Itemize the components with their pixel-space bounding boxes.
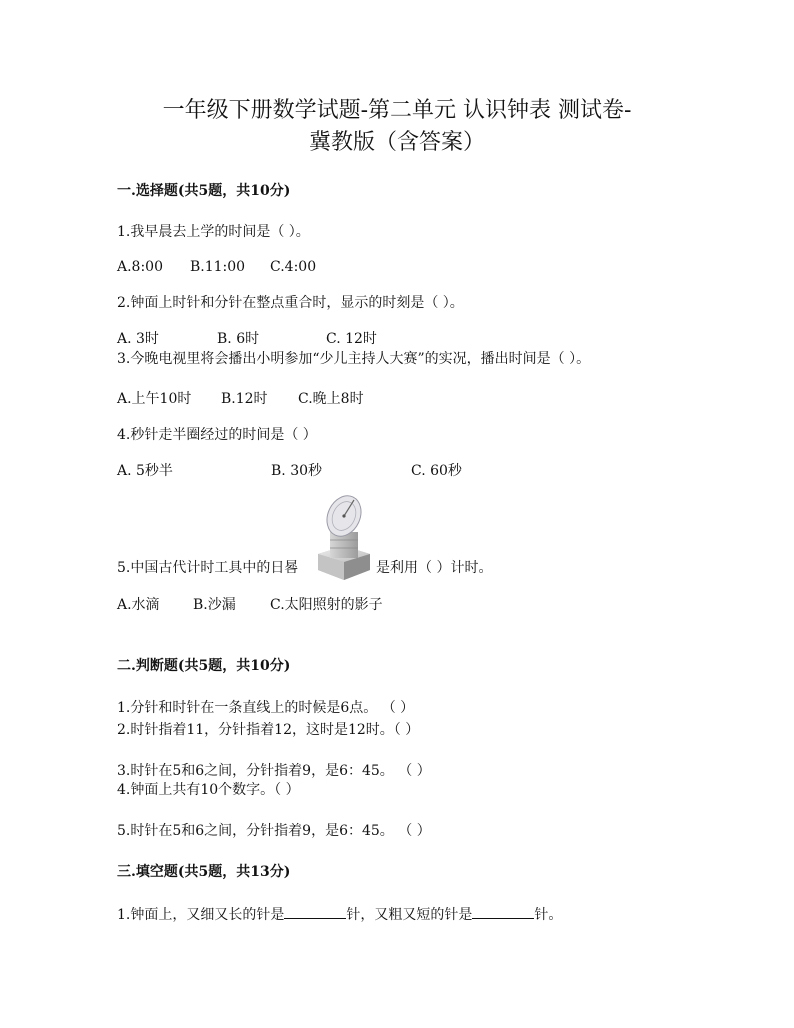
option-a: A.上午10时 [117,391,192,407]
section-heading-choice: 一.选择题(共5题，共10分) [117,183,291,199]
fill-question-1 [117,904,562,924]
section-heading-judge: 二.判断题(共5题，共10分) [117,658,291,674]
page-title-line2: 冀教版（含答案） [308,130,485,155]
judge-question-3: 3.时针在5和6之间，分针指着9，是6：45。 （ ） [117,763,431,779]
choice-options-4 [117,460,462,480]
option-c: C. 12时 [326,331,377,347]
choice-options-1 [117,259,316,275]
choice-question-1: 1.我早晨去上学的时间是（ ）。 [117,224,310,240]
option-a: A.8:00 [117,259,163,275]
choice-question-2: 2.钟面上时针和分针在整点重合时，显示的时刻是（ ）。 [117,295,464,311]
section-heading-fill: 三.填空题(共5题，共13分) [117,864,291,880]
choice-question-5-after: 是利用（ ）计时。 [376,560,493,576]
option-c: C. 60秒 [411,463,462,479]
choice-question-3: 3.今晚电视里将会播出小明参加“少儿主持人大赛”的实况，播出时间是（ ）。 [117,351,591,367]
option-a: A. 3时 [117,331,159,347]
option-b: B.沙漏 [193,597,236,613]
judge-question-4: 4.钟面上共有10个数字。（ ） [117,782,300,798]
fill-text-2: 针，又粗又短的针是 [346,907,473,923]
fill-text-3: 针。 [534,907,563,923]
choice-options-2 [117,328,377,348]
fill-text-1: 1.钟面上，又细又长的针是 [117,907,285,923]
answer-blank-1[interactable] [284,904,346,919]
page-title-line1: 一年级下册数学试题-第二单元 认识钟表 测试卷- [162,98,632,123]
option-b: B.12时 [221,391,268,407]
choice-options-3 [117,388,364,408]
option-b: B. 6时 [217,331,260,347]
option-a: A. 5秒半 [117,463,173,479]
choice-question-4: 4.秒针走半圈经过的时间是（ ） [117,427,317,443]
choice-question-5-before: 5.中国古代计时工具中的日晷 [117,560,299,576]
option-c: C.4:00 [270,259,317,275]
option-c: C.太阳照射的影子 [270,597,383,613]
judge-question-2: 2.时针指着11，分针指着12，这时是12时。（ ） [117,722,420,738]
answer-blank-2[interactable] [472,904,534,919]
option-c: C.晚上8时 [298,391,364,407]
option-b: B.11:00 [190,259,246,275]
option-a: A.水滴 [117,597,160,613]
judge-question-1: 1.分针和时针在一条直线上的时候是6点。 （ ） [117,700,415,716]
judge-question-5: 5.时针在5和6之间，分针指着9，是6：45。 （ ） [117,823,431,839]
sundial-image [314,492,372,584]
choice-options-5 [117,594,383,614]
option-b: B. 30秒 [271,463,323,479]
